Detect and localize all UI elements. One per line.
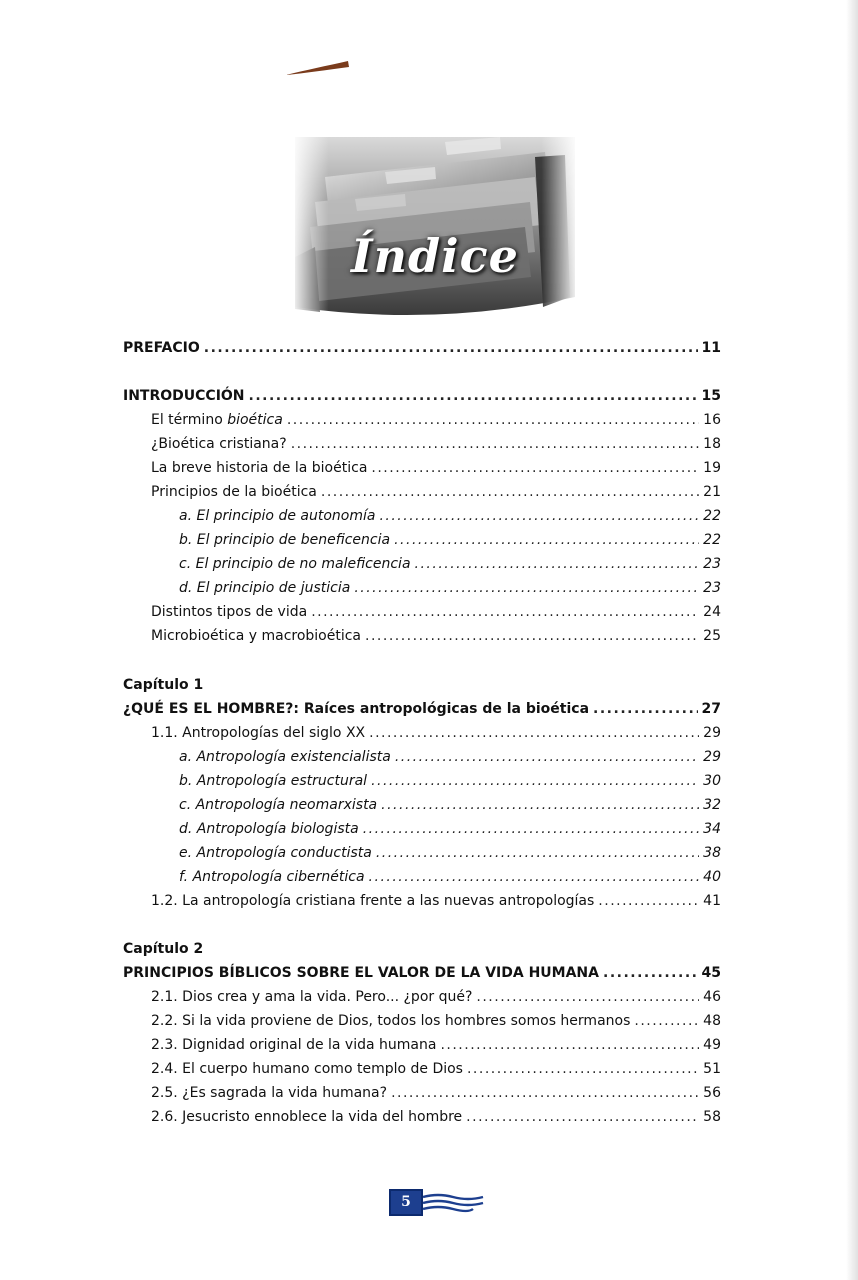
toc-entry-page: 56 — [703, 1085, 721, 1101]
toc-entry[interactable] — [179, 772, 721, 790]
toc-entry-page: 22 — [703, 508, 721, 524]
toc-entry[interactable] — [151, 1036, 721, 1054]
toc-entry-page: 30 — [703, 773, 721, 789]
toc-entry-page: 16 — [703, 412, 721, 428]
leader-dots — [354, 579, 699, 597]
toc-entry[interactable] — [151, 988, 721, 1006]
toc-entry[interactable] — [151, 435, 721, 453]
toc-entry-label: e. Antropología conductista — [179, 845, 372, 861]
toc-entry-label: 2.3. Dignidad original de la vida humana — [151, 1037, 437, 1053]
leader-dots — [381, 796, 699, 814]
toc-entry-label: a. El principio de autonomía — [179, 508, 376, 524]
leader-dots — [467, 1060, 699, 1078]
leader-dots — [466, 1108, 699, 1126]
toc-entry-label: 2.2. Si la vida proviene de Dios, todos los hombres somos hermanos — [151, 1013, 631, 1029]
toc-entry-page: 15 — [701, 388, 721, 404]
leader-dots — [415, 555, 700, 573]
leader-dots — [634, 1012, 699, 1030]
leader-dots — [598, 892, 699, 910]
toc-entry-page: 40 — [703, 869, 721, 885]
toc-entry-label: a. Antropología existencialista — [179, 749, 391, 765]
toc-entry-page: 19 — [703, 460, 721, 476]
leader-dots — [371, 459, 699, 477]
toc-entry-label: La breve historia de la bioética — [151, 460, 368, 476]
toc-entry-page: 25 — [703, 628, 721, 644]
toc-entry-label: PRINCIPIOS BÍBLICOS SOBRE EL VALOR DE LA VIDA HUMANA — [123, 965, 599, 981]
toc-entry-page: 22 — [703, 532, 721, 548]
chapter-heading-2: Capítulo 2 — [123, 941, 204, 957]
toc-entry[interactable] — [151, 1060, 721, 1078]
toc-entry[interactable] — [179, 868, 721, 886]
leader-dots — [287, 411, 699, 429]
toc-entry-page: 23 — [703, 580, 721, 596]
toc-entry[interactable] — [151, 411, 721, 429]
chapter-heading-1: Capítulo 1 — [123, 677, 204, 693]
toc-entry[interactable] — [151, 1108, 721, 1126]
toc-entry-label: c. El principio de no maleficencia — [179, 556, 411, 572]
page-title: Índice — [351, 229, 519, 283]
toc-entry-label: Distintos tipos de vida — [151, 604, 308, 620]
leader-dots — [391, 1084, 699, 1102]
toc-entry-label: 2.6. Jesucristo ennoblece la vida del hombre — [151, 1109, 463, 1125]
leader-dots — [371, 772, 699, 790]
wave-lines-icon — [423, 1192, 485, 1214]
toc-entry-page: 48 — [703, 1013, 721, 1029]
toc-entry-page: 27 — [701, 701, 721, 717]
toc-entry-page: 41 — [703, 893, 721, 909]
leader-dots — [603, 964, 698, 982]
toc-entry-page: 18 — [703, 436, 721, 452]
toc-entry-page: 11 — [701, 340, 721, 356]
index-banner — [295, 137, 575, 317]
toc-entry-introduccion[interactable] — [123, 387, 721, 405]
leader-dots — [369, 868, 700, 886]
toc-entry-page: 23 — [703, 556, 721, 572]
leader-dots — [440, 1036, 699, 1054]
leader-dots — [363, 820, 699, 838]
toc-entry-page: 58 — [703, 1109, 721, 1125]
toc-entry[interactable] — [151, 1012, 721, 1030]
toc-entry-label: ¿QUÉ ES EL HOMBRE?: Raíces antropológicas de la bioética — [123, 701, 590, 717]
toc-entry[interactable] — [151, 483, 721, 501]
toc-entry[interactable] — [179, 820, 721, 838]
toc-entry-label: d. Antropología biologista — [179, 821, 359, 837]
toc-entry-label: ¿Bioética cristiana? — [151, 436, 287, 452]
toc-entry-label: PREFACIO — [123, 340, 200, 356]
toc-entry-label: f. Antropología cibernética — [179, 869, 365, 885]
toc-entry[interactable] — [151, 892, 721, 910]
toc-entry[interactable] — [151, 459, 721, 477]
decorative-swoosh — [286, 58, 350, 78]
leader-dots — [249, 387, 698, 405]
leader-dots — [593, 700, 697, 718]
toc-entry-chapter-2[interactable] — [123, 964, 721, 982]
toc-entry-prefacio[interactable] — [123, 339, 721, 357]
toc-entry-page: 38 — [703, 845, 721, 861]
toc-entry-label: 1.1. Antropologías del siglo XX — [151, 725, 366, 741]
toc-entry-label: Principios de la bioética — [151, 484, 317, 500]
toc-entry[interactable] — [179, 579, 721, 597]
toc-entry-page: 21 — [703, 484, 721, 500]
leader-dots — [365, 627, 699, 645]
toc-entry[interactable] — [179, 507, 721, 525]
toc-entry[interactable] — [151, 627, 721, 645]
toc-entry[interactable] — [151, 724, 721, 742]
file-folders-image — [295, 137, 575, 317]
toc-entry-label: Microbioética y macrobioética — [151, 628, 362, 644]
toc-entry-page: 29 — [703, 749, 721, 765]
toc-entry-page: 29 — [703, 725, 721, 741]
toc-entry-label: 2.1. Dios crea y ama la vida. Pero... ¿por qué? — [151, 989, 473, 1005]
toc-entry[interactable] — [179, 748, 721, 766]
toc-entry-label: b. Antropología estructural — [179, 773, 368, 789]
leader-dots — [395, 748, 699, 766]
leader-dots — [204, 339, 698, 357]
toc-entry-chapter-1[interactable] — [123, 700, 721, 718]
toc-entry-page: 49 — [703, 1037, 721, 1053]
leader-dots — [369, 724, 699, 742]
toc-entry-page: 24 — [703, 604, 721, 620]
toc-entry[interactable] — [151, 1084, 721, 1102]
toc-entry[interactable] — [151, 603, 721, 621]
leader-dots — [321, 483, 699, 501]
toc-entry-page: 46 — [703, 989, 721, 1005]
toc-entry-label: c. Antropología neomarxista — [179, 797, 378, 813]
toc-entry-page: 51 — [703, 1061, 721, 1077]
toc-entry-label: b. El principio de beneficencia — [179, 532, 391, 548]
toc-entry-label: El término bioética — [151, 412, 283, 428]
leader-dots — [379, 507, 699, 525]
toc-entry-page: 45 — [701, 965, 721, 981]
toc-entry[interactable] — [179, 531, 721, 549]
page-number: 5 — [401, 1194, 411, 1210]
leader-dots — [476, 988, 699, 1006]
toc-entry-label: 2.4. El cuerpo humano como templo de Dios — [151, 1061, 463, 1077]
toc-entry-label: 1.2. La antropología cristiana frente a las nuevas antropologías — [151, 893, 595, 909]
toc-entry-label: 2.5. ¿Es sagrada la vida humana? — [151, 1085, 388, 1101]
toc-entry[interactable] — [179, 844, 721, 862]
leader-dots — [376, 844, 699, 862]
toc-entry[interactable] — [179, 796, 721, 814]
page-edge-shadow — [846, 0, 858, 1280]
toc-entry-page: 32 — [703, 797, 721, 813]
leader-dots — [394, 531, 699, 549]
toc-entry-label: INTRODUCCIÓN — [123, 388, 245, 404]
toc-entry-page: 34 — [703, 821, 721, 837]
toc-entry[interactable] — [179, 555, 721, 573]
toc-entry-label: d. El principio de justicia — [179, 580, 351, 596]
leader-dots — [311, 603, 699, 621]
leader-dots — [291, 435, 699, 453]
